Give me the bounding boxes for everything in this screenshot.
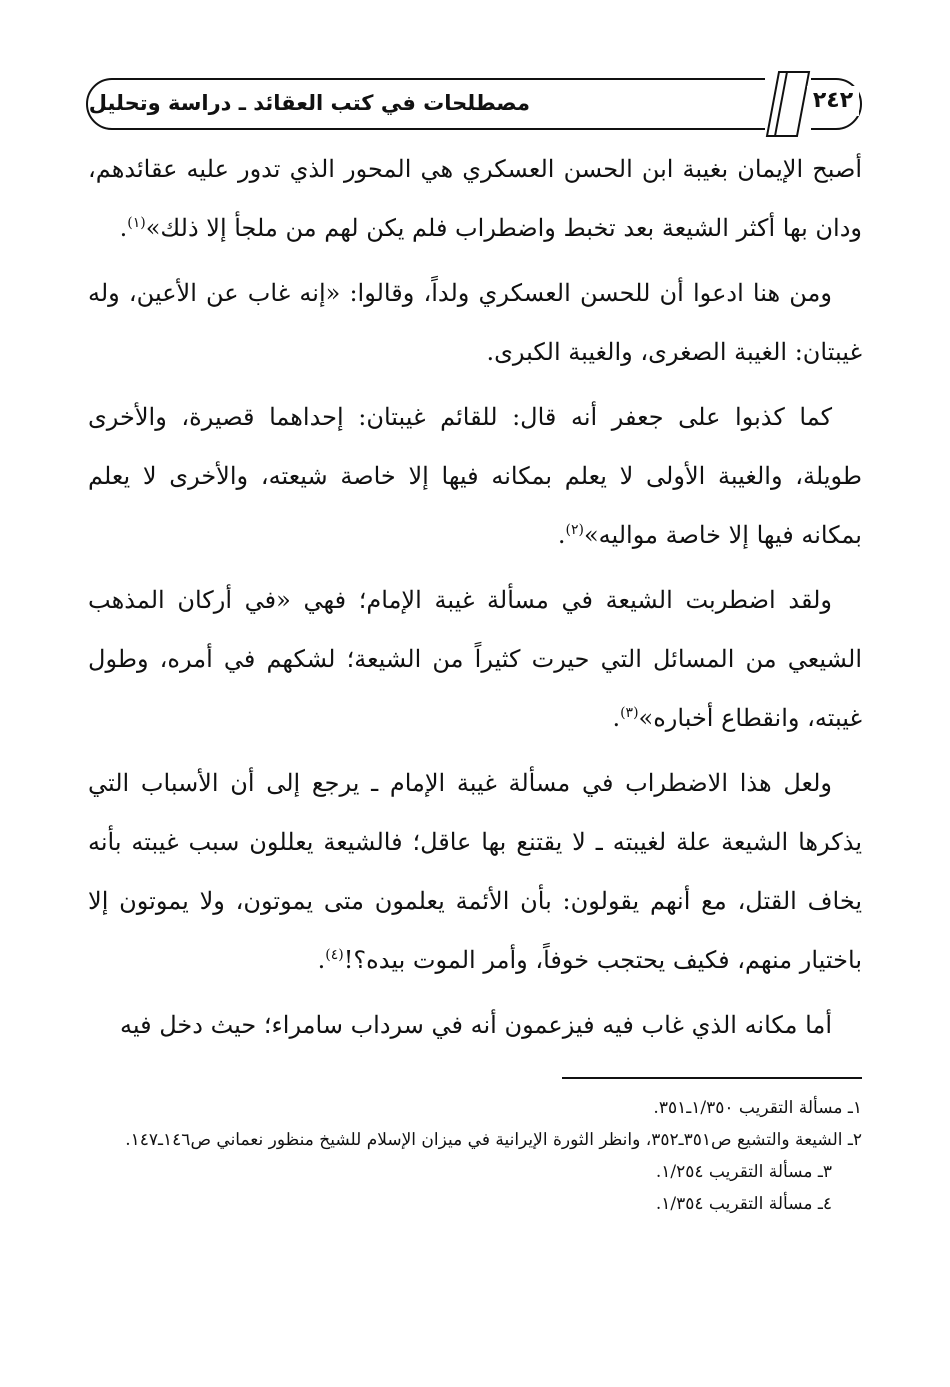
footnote-ref: (١) [127,215,146,231]
paragraph-text: أصبح الإيمان بغيبة ابن الحسن العسكري هي المحور الذي تدور عليه عقائدهم، ودان بها أكثر الشيعة بعد تخبط واضطراب فلم يكن لهم من ملجأ إلا ذلك» [88,155,862,242]
paragraph [88,388,862,565]
paragraph-text: ومن هنا ادعوا أن للحسن العسكري ولداً، وقالوا: «إنه غاب عن الأعين، وله غيبتان: الغيبة الصغرى، والغيبة الكبرى. [88,279,862,366]
footnotes [88,1093,862,1221]
footnote-ref: (٣) [620,705,639,721]
paragraph-text: ولعل هذا الاضطراب في مسألة غيبة الإمام ـ يرجع إلى أن الأسباب التي يذكرها الشيعة علة لغيبته ـ لا يقتنع بها عاقل؛ فالشيعة يعللون سبب غيبته بأنه يخاف القتل، مع أنهم يقولون: بأن الأئمة يعلمون متى يموتون، ولا يموتون إلا باختيار منهم، فكيف يحتجب خوفاً، وأمر الموت بيده؟! [88,769,862,974]
footnote-2: ٢ـ الشيعة والتشيع ص٣٥١ـ٣٥٢، وانظر الثورة الإيرانية في ميزان الإسلام للشيخ منظور نعماني ص١٤٦ـ١٤٧. [125,1130,862,1150]
paragraph [88,264,862,382]
paragraph [88,140,862,258]
paragraph [88,996,862,1055]
paragraph-end: . [612,704,621,732]
main-text [88,140,862,1061]
paragraph [88,571,862,748]
header-slash-divider [765,68,811,140]
footnote-separator [562,1077,862,1079]
paragraph-text: كما كذبوا على جعفر أنه قال: للقائم غيبتان: إحداهما قصيرة، والأخرى طويلة، والغيبة الأولى لا يعلم بمكانه فيها إلا خاصة شيعته، والأخرى لا يعلم بمكانه فيها إلا خاصة مواليه» [88,403,862,549]
page-number: ٢٤٢ [807,86,859,116]
running-title: مصطلحات في كتب العقائد ـ دراسة وتحليل [88,91,530,115]
footnote-1: ١ـ مسألة التقريب ١/٣٥٠ـ٣٥١. [653,1098,862,1118]
footnote-ref: (٤) [325,947,344,963]
paragraph-text: ولقد اضطربت الشيعة في مسألة غيبة الإمام؛ فهي «في أركان المذهب الشيعي من المسائل التي حيرت كثيراً من الشيعة؛ لشكهم في أمره، وطول غيبته، وانقطاع أخباره» [88,586,862,732]
paragraph-end: . [119,214,128,242]
paragraph-text: أما مكانه الذي غاب فيه فيزعمون أنه في سرداب سامراء؛ حيث دخل فيه [120,1011,832,1039]
footnote-3: ٣ـ مسألة التقريب ١/٢٥٤. [655,1162,832,1182]
paragraph [88,754,862,990]
footnote-ref: (٢) [565,522,584,538]
paragraph-end: . [557,521,566,549]
paragraph-end: . [317,946,326,974]
footnote-4: ٤ـ مسألة التقريب ١/٣٥٤. [655,1194,832,1214]
